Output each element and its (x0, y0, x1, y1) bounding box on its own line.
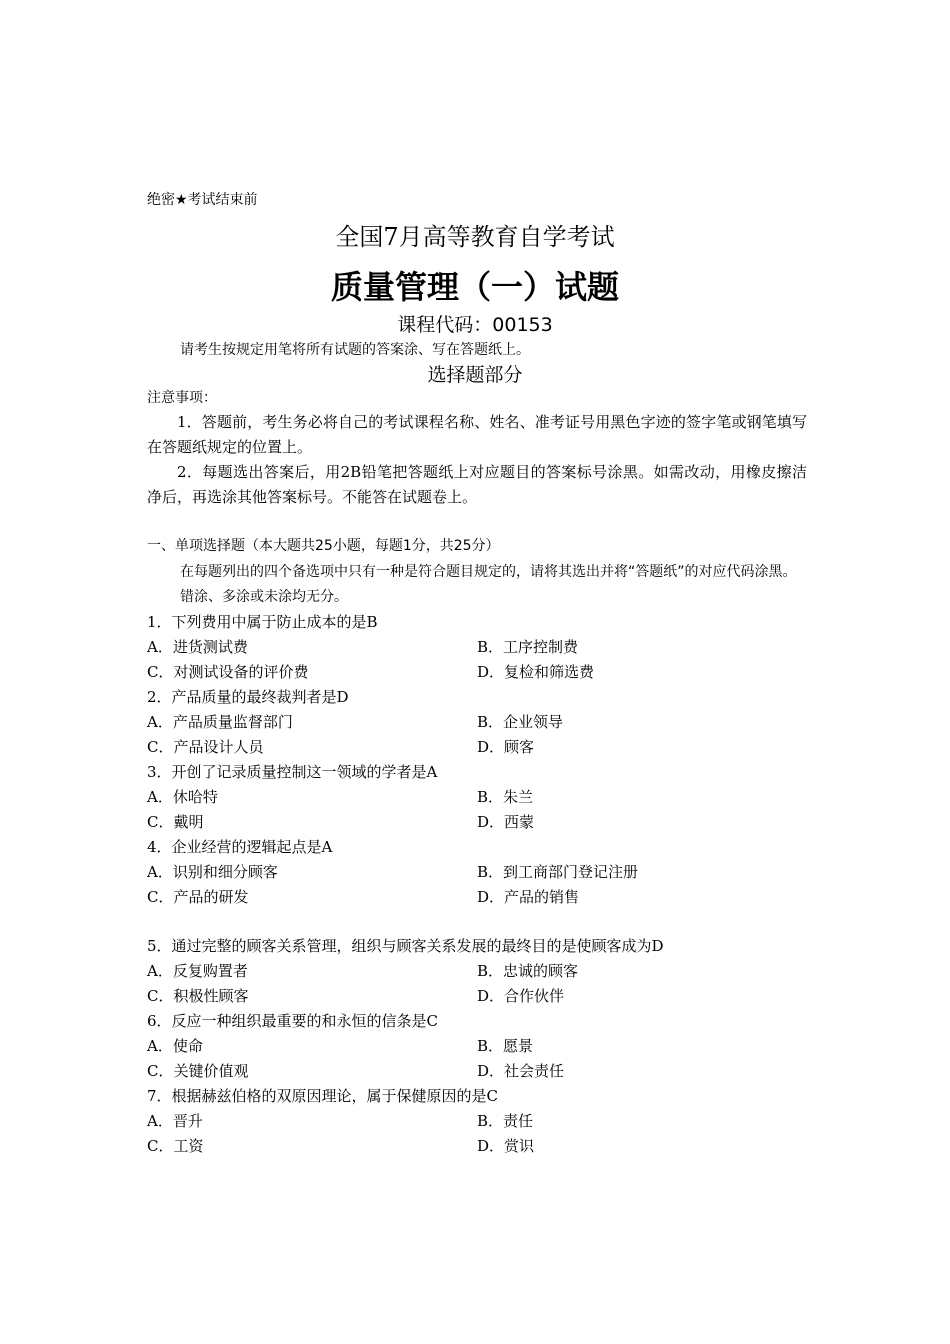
option-c: C．产品的研发 (147, 888, 249, 906)
question-stem: 1．下列费用中属于防止成本的是B (147, 613, 378, 631)
course-code: 课程代码：00153 (397, 314, 553, 336)
option-c: C．产品设计人员 (147, 738, 264, 756)
option-c: C．积极性顾客 (147, 987, 249, 1005)
note-item: 2．每题选出答案后，用2B铅笔把答题纸上对应题目的答案标号涂黑。如需改动，用橡皮擦洁净后，再选涂其他答案标号。不能答在试题卷上。 (147, 463, 807, 506)
option-c: C．对测试设备的评价费 (147, 663, 309, 681)
option-a: A．使命 (147, 1037, 203, 1055)
note-item: 1．答题前，考生务必将自己的考试课程名称、姓名、准考证号用黑色字迹的签字笔或钢笔填写在答题纸规定的位置上。 (147, 413, 807, 456)
question-stem: 2．产品质量的最终裁判者是D (147, 688, 349, 706)
option-a: A．反复购置者 (147, 962, 248, 980)
option-d: D．社会责任 (477, 1062, 565, 1080)
question-stem: 5．通过完整的顾客关系管理，组织与顾客关系发展的最终目的是使顾客成为D (147, 937, 664, 955)
section-one-heading: 一、单项选择题（本大题共25小题，每题1分，共25分） (147, 538, 500, 554)
option-b: B．到工商部门登记注册 (477, 863, 639, 881)
option-d: D．西蒙 (477, 813, 535, 831)
notes-title: 注意事项： (147, 390, 217, 406)
section-heading: 选择题部分 (427, 364, 523, 386)
option-d: D．合作伙伴 (477, 987, 565, 1005)
option-a: A．休哈特 (147, 788, 218, 806)
option-a: A．识别和细分顾客 (147, 863, 278, 881)
secret-mark: 绝密★考试结束前 (147, 192, 258, 208)
section-one-description: 在每题列出的四个备选项中只有一种是符合题目规定的，请将其选出并将“答题纸”的对应代码涂黑。错涂、多涂或未涂均无分。 (180, 564, 797, 605)
option-b: B．工序控制费 (477, 638, 579, 656)
option-b: B．责任 (477, 1112, 534, 1130)
question-stem: 3．开创了记录质量控制这一领域的学者是A (147, 763, 438, 781)
question-stem: 7．根据赫兹伯格的双原因理论，属于保健原因的是C (147, 1087, 499, 1105)
option-a: A．晋升 (147, 1112, 203, 1130)
option-b: B．忠诚的顾客 (477, 962, 579, 980)
option-b: B．愿景 (477, 1037, 534, 1055)
question-stem: 6．反应一种组织最重要的和永恒的信条是C (147, 1012, 439, 1030)
option-b: B．朱兰 (477, 788, 534, 806)
exam-title: 全国7月高等教育自学考试 (335, 223, 615, 251)
option-c: C．戴明 (147, 813, 204, 831)
option-a: A．产品质量监督部门 (147, 713, 293, 731)
answer-instruction: 请考生按规定用笔将所有试题的答案涂、写在答题纸上。 (180, 342, 530, 358)
option-d: D．赏识 (477, 1137, 535, 1155)
paper-title: 质量管理（一）试题 (330, 268, 619, 306)
option-d: D．复检和筛选费 (477, 663, 595, 681)
option-d: D．顾客 (477, 738, 535, 756)
option-d: D．产品的销售 (477, 888, 580, 906)
question-stem: 4．企业经营的逻辑起点是A (147, 838, 333, 856)
option-a: A．进货测试费 (147, 638, 248, 656)
option-b: B．企业领导 (477, 713, 564, 731)
option-c: C．关键价值观 (147, 1062, 249, 1080)
option-c: C．工资 (147, 1137, 204, 1155)
